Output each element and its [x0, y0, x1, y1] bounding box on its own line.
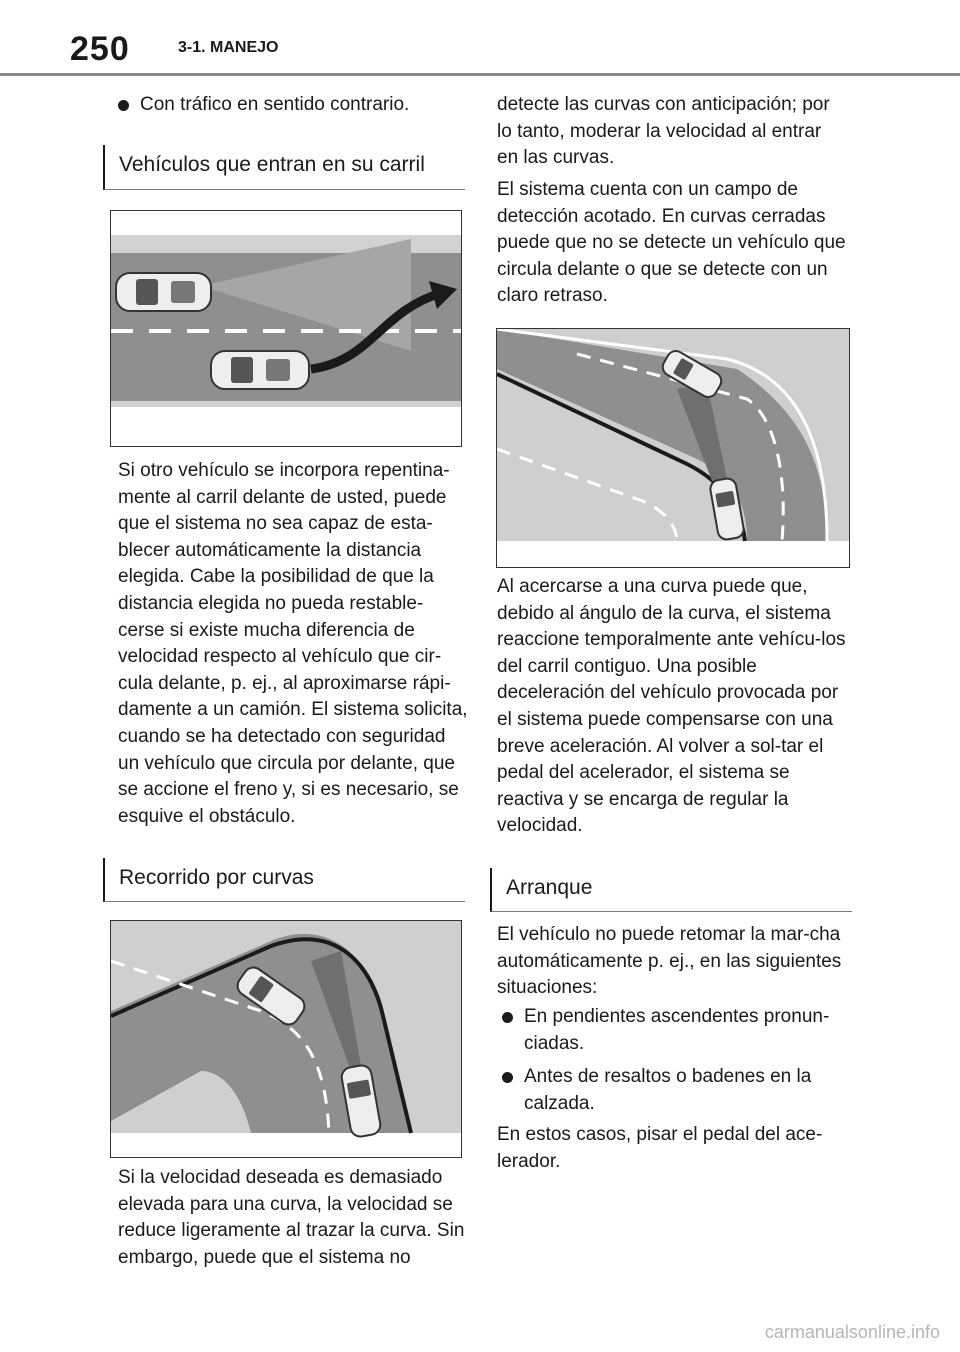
- page-number: 250: [70, 30, 130, 68]
- right-paragraph-4: [497, 922, 847, 1002]
- right-paragraph-5: [497, 1122, 847, 1175]
- car-merging-icon: [211, 351, 309, 389]
- right-paragraph-2: [497, 177, 847, 310]
- right-paragraph-3: [497, 574, 847, 840]
- watermark: carmanualsonline.info: [764, 1322, 940, 1342]
- right-bullet-1: [494, 1004, 849, 1057]
- right-bullet-2: [494, 1064, 849, 1117]
- bullet-icon: [118, 100, 129, 111]
- figure-curve-left: [110, 920, 462, 1158]
- page-header: [0, 0, 960, 80]
- car-front-icon: [116, 273, 211, 311]
- bullet-text: Antes de resaltos o badenes en la calzada.: [524, 1066, 812, 1114]
- left-bullet: [110, 92, 470, 119]
- figure-car-merging: [110, 210, 462, 447]
- paragraph-text: Si otro vehículo se incorpora repentina-mente al carril delante de usted, puede que el sistema no sea capaz de esta-blecer automáticamente la distancia elegida. Cabe la posibilidad de que la distancia elegida no pueda restable-cerse si existe mucha diferencia de velocidad respecto al vehículo que cir-cula delante, p. ej., al aproximarse rápi-damente a un camión. El sistema solicita, cuando se ha detectado con seguridad un vehículo que circula por delante, que se accione el freno y, si es necesario, se esquive el obstáculo.: [118, 460, 468, 827]
- paragraph-text: El sistema cuenta con un campo de detección acotado. En curvas cerradas puede que no se detecte un vehículo que circula delante o que se detecte con un claro retraso.: [497, 179, 846, 307]
- heading-start: [490, 868, 852, 912]
- paragraph-text: Al acercarse a una curva puede que, debido al ángulo de la curva, el sistema reaccione temporalmente ante vehícu-los del carril contiguo. Una posible deceleración del vehículo provocada por el sistema puede compensarse con una breve aceleración. Al volver a sol-tar el pedal del acelerador, el sistema se reactiva y se encarga de regular la velocidad.: [497, 576, 846, 837]
- heading-text: Vehículos que entran en su carril: [119, 153, 425, 176]
- heading-text: Recorrido por curvas: [119, 866, 314, 889]
- paragraph-text: Si la velocidad deseada es demasiado elevada para una curva, la velocidad se reduce ligeramente al trazar la curva. Sin embargo, puede que el sistema no: [118, 1167, 465, 1268]
- bullet-icon: [502, 1012, 513, 1023]
- bullet-text: En pendientes ascendentes pronun-ciadas.: [524, 1006, 830, 1054]
- paragraph-text: En estos casos, pisar el pedal del ace-lerador.: [497, 1124, 823, 1172]
- left-paragraph-1: [118, 458, 468, 830]
- paragraph-text: El vehículo no puede retomar la mar-cha automáticamente p. ej., en las siguientes situaciones:: [497, 924, 842, 999]
- bullet-icon: [502, 1072, 513, 1083]
- heading-curves: [103, 858, 465, 902]
- left-paragraph-2: [118, 1165, 468, 1271]
- header-divider: [0, 73, 960, 76]
- right-paragraph-1: [497, 92, 847, 172]
- heading-text: Arranque: [506, 876, 593, 899]
- section-title: 3-1. MANEJO: [178, 39, 279, 56]
- figure-curve-right: [496, 328, 850, 568]
- bullet-text: Con tráfico en sentido contrario.: [140, 94, 410, 115]
- heading-vehicles-entering: [103, 145, 465, 190]
- paragraph-text: detecte las curvas con anticipación; por lo tanto, moderar la velocidad al entrar en las curvas.: [497, 94, 830, 169]
